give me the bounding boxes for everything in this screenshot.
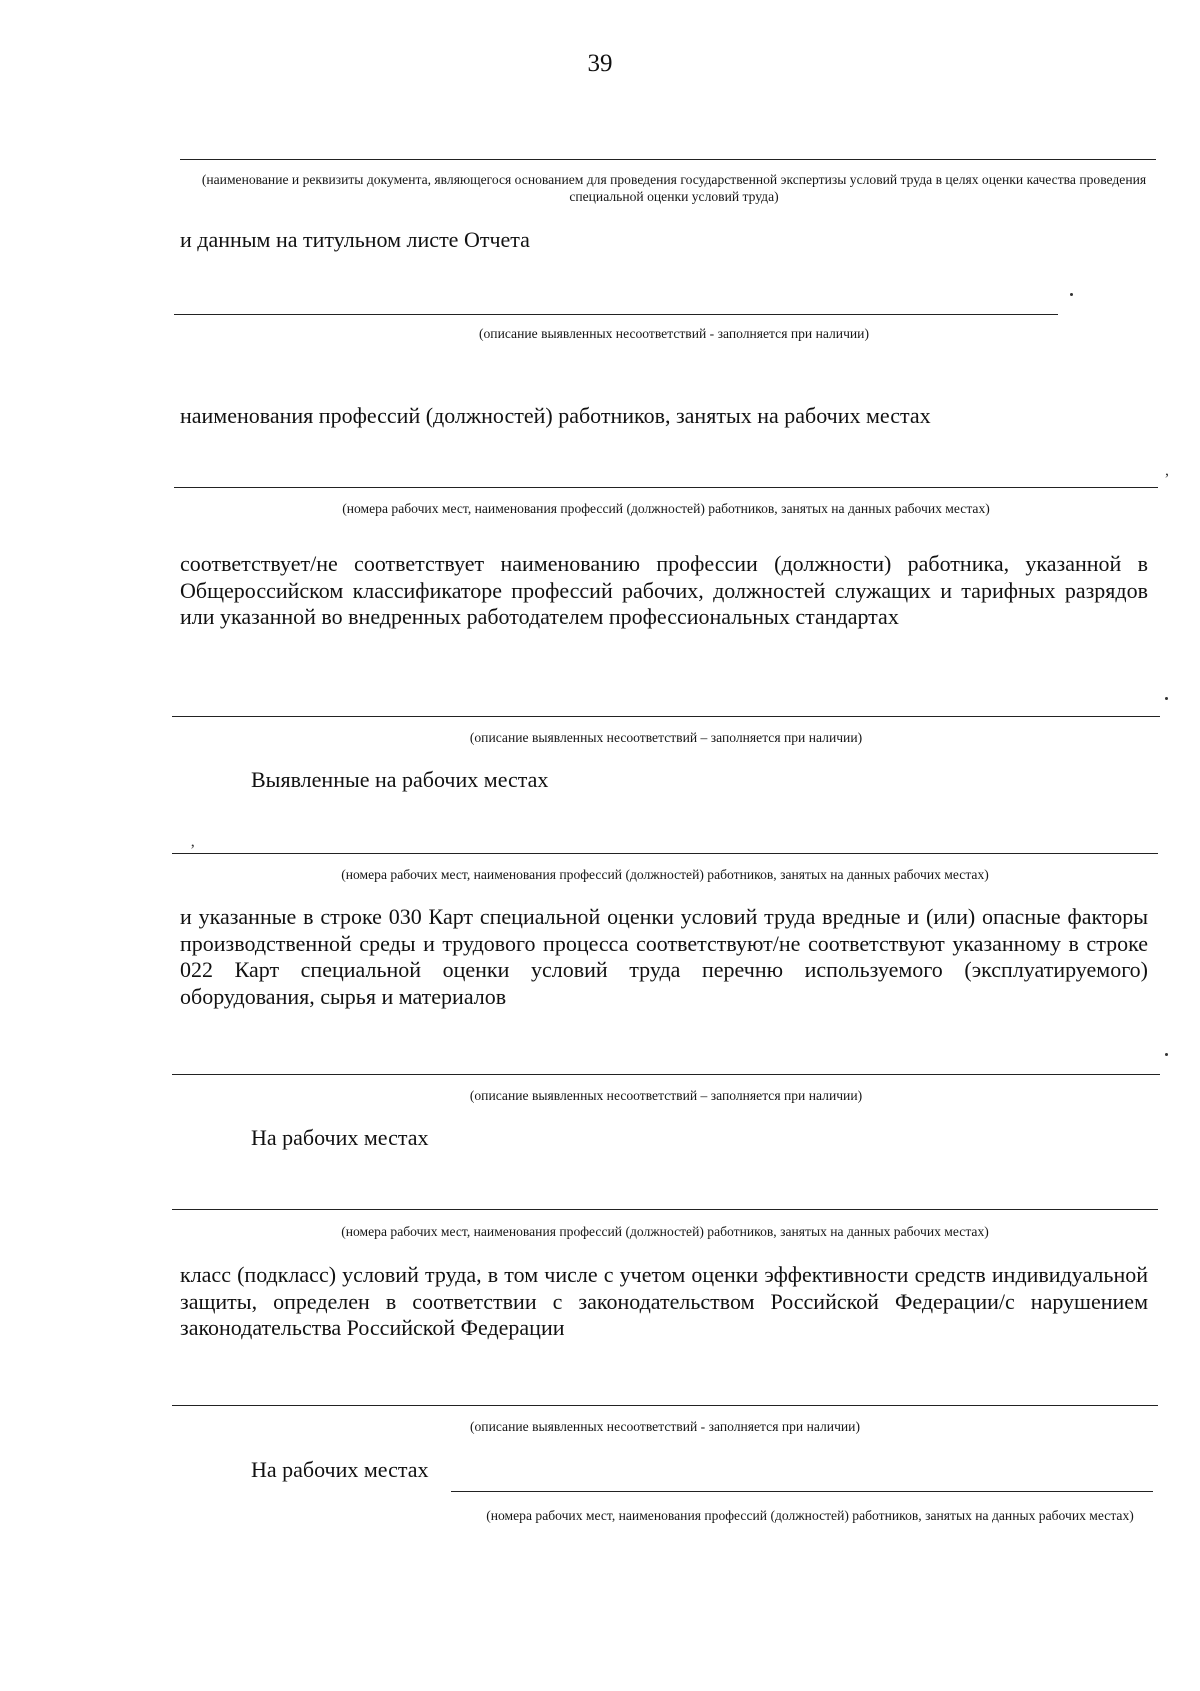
caption-class-mismatch: (описание выявленных несоответствий - заполняется при наличии) (469, 1419, 860, 1434)
fill-line-class-mismatch (172, 1405, 1158, 1406)
fill-line-workplaces-2 (172, 853, 1158, 854)
fill-line-classifier-mismatch (172, 716, 1160, 717)
scan-tick: ‚ (190, 833, 196, 850)
at-workplaces-text: На рабочих местах (251, 1125, 429, 1150)
scan-speck (1165, 697, 1168, 700)
caption-document-basis: (наименование и реквизиты документа, являющегося основанием для проведения государственной экспертизы условий труда в целях оценки качества проведения специальной оценки условий труда) (201, 172, 1147, 204)
page-number: 39 (587, 50, 613, 77)
at-workplaces-text-2: На рабочих местах (251, 1457, 429, 1482)
scan-speck (1165, 1053, 1168, 1056)
caption-workplaces-4: (номера рабочих мест, наименования профессий (должностей) работников, занятых на данных рабочих местах) (486, 1508, 1134, 1523)
profession-names-text: наименования профессий (должностей) работников, занятых на рабочих местах (180, 403, 931, 428)
caption-workplaces-3: (номера рабочих мест, наименования профессий (должностей) работников, занятых на данных рабочих местах) (341, 1224, 989, 1239)
scan-speck (1070, 293, 1073, 296)
caption-classifier-mismatch: (описание выявленных несоответствий – заполняется при наличии) (469, 730, 863, 745)
fill-line-workplaces-1 (174, 487, 1158, 488)
caption-workplaces-2: (номера рабочих мест, наименования профессий (должностей) работников, занятых на данных рабочих местах) (341, 867, 989, 882)
classifier-paragraph: соответствует/не соответствует наименованию профессии (должности) работника, указанной в Общероссийском классификаторе профессий рабочих, должностей служащих и тарифных разрядов или указанной во внедренных работодателем профессиональных стандартах (180, 551, 1148, 629)
fill-line-document-basis (180, 159, 1156, 160)
fill-line-workplaces-4 (451, 1491, 1153, 1492)
caption-workplaces-1: (номера рабочих мест, наименования профессий (должностей) работников, занятых на данных рабочих местах) (342, 501, 990, 516)
title-page-text: и данным на титульном листе Отчета (180, 227, 530, 252)
conditions-class-paragraph: класс (подкласс) условий труда, в том числе с учетом оценки эффективности средств индивидуальной защиты, определен в соответствии с законодательством Российской Федерации/с нарушением законодательства Российской Федерации (180, 1262, 1148, 1340)
trailing-comma: , (1165, 462, 1169, 479)
fill-line-factors-mismatch (172, 1074, 1160, 1075)
caption-title-mismatch: (описание выявленных несоответствий - заполняется при наличии) (478, 326, 869, 341)
identified-at-workplaces-text: Выявленные на рабочих местах (251, 767, 549, 792)
fill-line-workplaces-3 (172, 1209, 1158, 1210)
fill-line-title-mismatch (174, 314, 1058, 315)
factors-paragraph: и указанные в строке 030 Карт специальной оценки условий труда вредные и (или) опасные факторы производственной среды и трудового процесса соответствуют/не соответствуют указанному в строке 022 Карт специальной оценки условий труда перечню используемого (эксплуатируемого) оборудования, сырья и материалов (180, 904, 1148, 1009)
caption-factors-mismatch: (описание выявленных несоответствий – заполняется при наличии) (469, 1088, 863, 1103)
